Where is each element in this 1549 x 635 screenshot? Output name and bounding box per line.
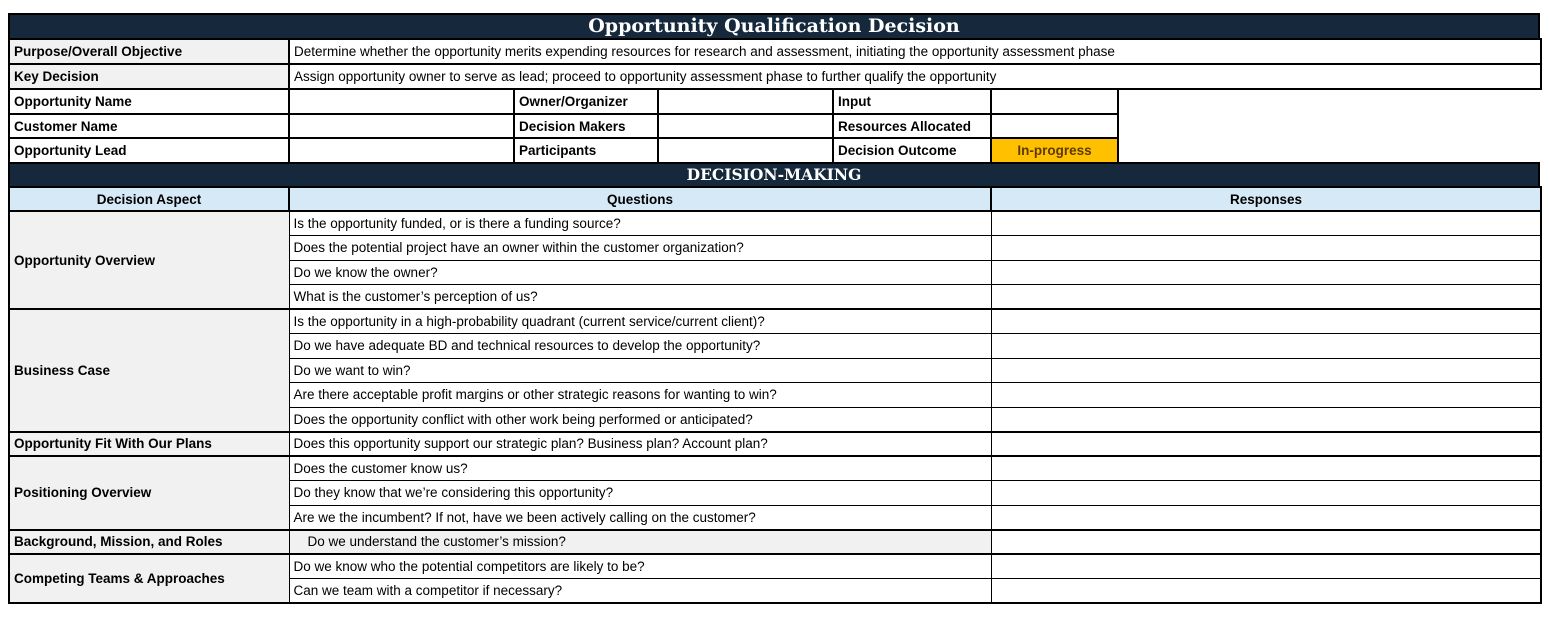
resources-allocated-input[interactable] <box>991 114 1118 139</box>
response-cell[interactable] <box>991 579 1541 604</box>
owner-organizer-label: Owner/Organizer <box>514 89 658 114</box>
info-row <box>9 89 1118 114</box>
aspect-group-background-mission-roles <box>9 530 1541 555</box>
aspect-group-opportunity-overview <box>9 211 1541 309</box>
response-cell[interactable] <box>991 481 1541 506</box>
table-row <box>9 432 1541 457</box>
aspect-group-competing-teams <box>9 554 1541 603</box>
response-cell[interactable] <box>991 260 1541 285</box>
response-cell[interactable] <box>991 211 1541 236</box>
question-cell: Do we want to win? <box>289 358 991 383</box>
aspect-cell: Opportunity Fit With Our Plans <box>9 432 289 457</box>
table-row <box>9 309 1541 334</box>
question-cell: Do they know that we’re considering this opportunity? <box>289 481 991 506</box>
col-header-questions: Questions <box>289 187 991 211</box>
response-cell[interactable] <box>991 334 1541 359</box>
opportunity-lead-input[interactable] <box>289 138 514 163</box>
aspect-cell: Background, Mission, and Roles <box>9 530 289 555</box>
table-row <box>9 456 1541 481</box>
status-badge[interactable]: In-progress <box>991 138 1118 163</box>
aspect-cell: Positioning Overview <box>9 456 289 530</box>
response-cell[interactable] <box>991 530 1541 555</box>
resources-allocated-label: Resources Allocated <box>833 114 991 139</box>
question-cell: What is the customer’s perception of us? <box>289 285 991 310</box>
aspect-cell: Competing Teams & Approaches <box>9 554 289 603</box>
key-decision-row <box>9 64 1541 89</box>
response-cell[interactable] <box>991 285 1541 310</box>
col-header-decision-aspect: Decision Aspect <box>9 187 289 211</box>
column-header-row <box>9 187 1541 211</box>
question-cell: Does the potential project have an owner within the customer organization? <box>289 236 991 261</box>
owner-organizer-input[interactable] <box>658 89 833 114</box>
customer-name-input[interactable] <box>289 114 514 139</box>
input-input[interactable] <box>991 89 1118 114</box>
meta-table <box>8 38 1542 90</box>
response-cell[interactable] <box>991 383 1541 408</box>
info-grid <box>8 88 1119 164</box>
decision-outcome-label: Decision Outcome <box>833 138 991 163</box>
question-cell: Are we the incumbent? If not, have we been actively calling on the customer? <box>289 505 991 530</box>
question-cell: Do we understand the customer’s mission? <box>289 530 991 555</box>
info-row <box>9 114 1118 139</box>
opportunity-name-label: Opportunity Name <box>9 89 289 114</box>
response-cell[interactable] <box>991 505 1541 530</box>
table-row <box>9 554 1541 579</box>
question-cell: Can we team with a competitor if necessary? <box>289 579 991 604</box>
participants-input[interactable] <box>658 138 833 163</box>
decision-makers-label: Decision Makers <box>514 114 658 139</box>
worksheet <box>8 13 1540 604</box>
question-cell: Do we know who the potential competitors are likely to be? <box>289 554 991 579</box>
section-header-decision-making: DECISION-MAKING <box>8 162 1540 188</box>
aspect-group-business-case <box>9 309 1541 432</box>
response-cell[interactable] <box>991 309 1541 334</box>
question-cell: Are there acceptable profit margins or other strategic reasons for wanting to win? <box>289 383 991 408</box>
aspect-cell: Business Case <box>9 309 289 432</box>
question-cell: Does the customer know us? <box>289 456 991 481</box>
table-row <box>9 211 1541 236</box>
purpose-value: Determine whether the opportunity merits expending resources for research and assessment, initiating the opportunity assessment phase <box>289 39 1541 64</box>
purpose-label: Purpose/Overall Objective <box>9 39 289 64</box>
purpose-row <box>9 39 1541 64</box>
input-label: Input <box>833 89 991 114</box>
response-cell[interactable] <box>991 456 1541 481</box>
response-cell[interactable] <box>991 407 1541 432</box>
question-cell: Does this opportunity support our strategic plan? Business plan? Account plan? <box>289 432 991 457</box>
key-decision-label: Key Decision <box>9 64 289 89</box>
response-cell[interactable] <box>991 432 1541 457</box>
response-cell[interactable] <box>991 358 1541 383</box>
aspect-group-positioning-overview <box>9 456 1541 530</box>
key-decision-value: Assign opportunity owner to serve as lead; proceed to opportunity assessment phase to further qualify the opportunity <box>289 64 1541 89</box>
aspect-cell: Opportunity Overview <box>9 211 289 309</box>
question-cell: Does the opportunity conflict with other work being performed or anticipated? <box>289 407 991 432</box>
question-cell: Do we have adequate BD and technical resources to develop the opportunity? <box>289 334 991 359</box>
question-cell: Do we know the owner? <box>289 260 991 285</box>
response-cell[interactable] <box>991 554 1541 579</box>
opportunity-lead-label: Opportunity Lead <box>9 138 289 163</box>
response-cell[interactable] <box>991 236 1541 261</box>
opportunity-name-input[interactable] <box>289 89 514 114</box>
page-title: Opportunity Qualification Decision <box>8 13 1540 40</box>
col-header-responses: Responses <box>991 187 1541 211</box>
aspect-group-opportunity-fit <box>9 432 1541 457</box>
participants-label: Participants <box>514 138 658 163</box>
decision-table <box>8 186 1542 604</box>
info-row <box>9 138 1118 163</box>
decision-makers-input[interactable] <box>658 114 833 139</box>
customer-name-label: Customer Name <box>9 114 289 139</box>
question-cell: Is the opportunity funded, or is there a funding source? <box>289 211 991 236</box>
table-row <box>9 530 1541 555</box>
question-cell: Is the opportunity in a high-probability quadrant (current service/current client)? <box>289 309 991 334</box>
